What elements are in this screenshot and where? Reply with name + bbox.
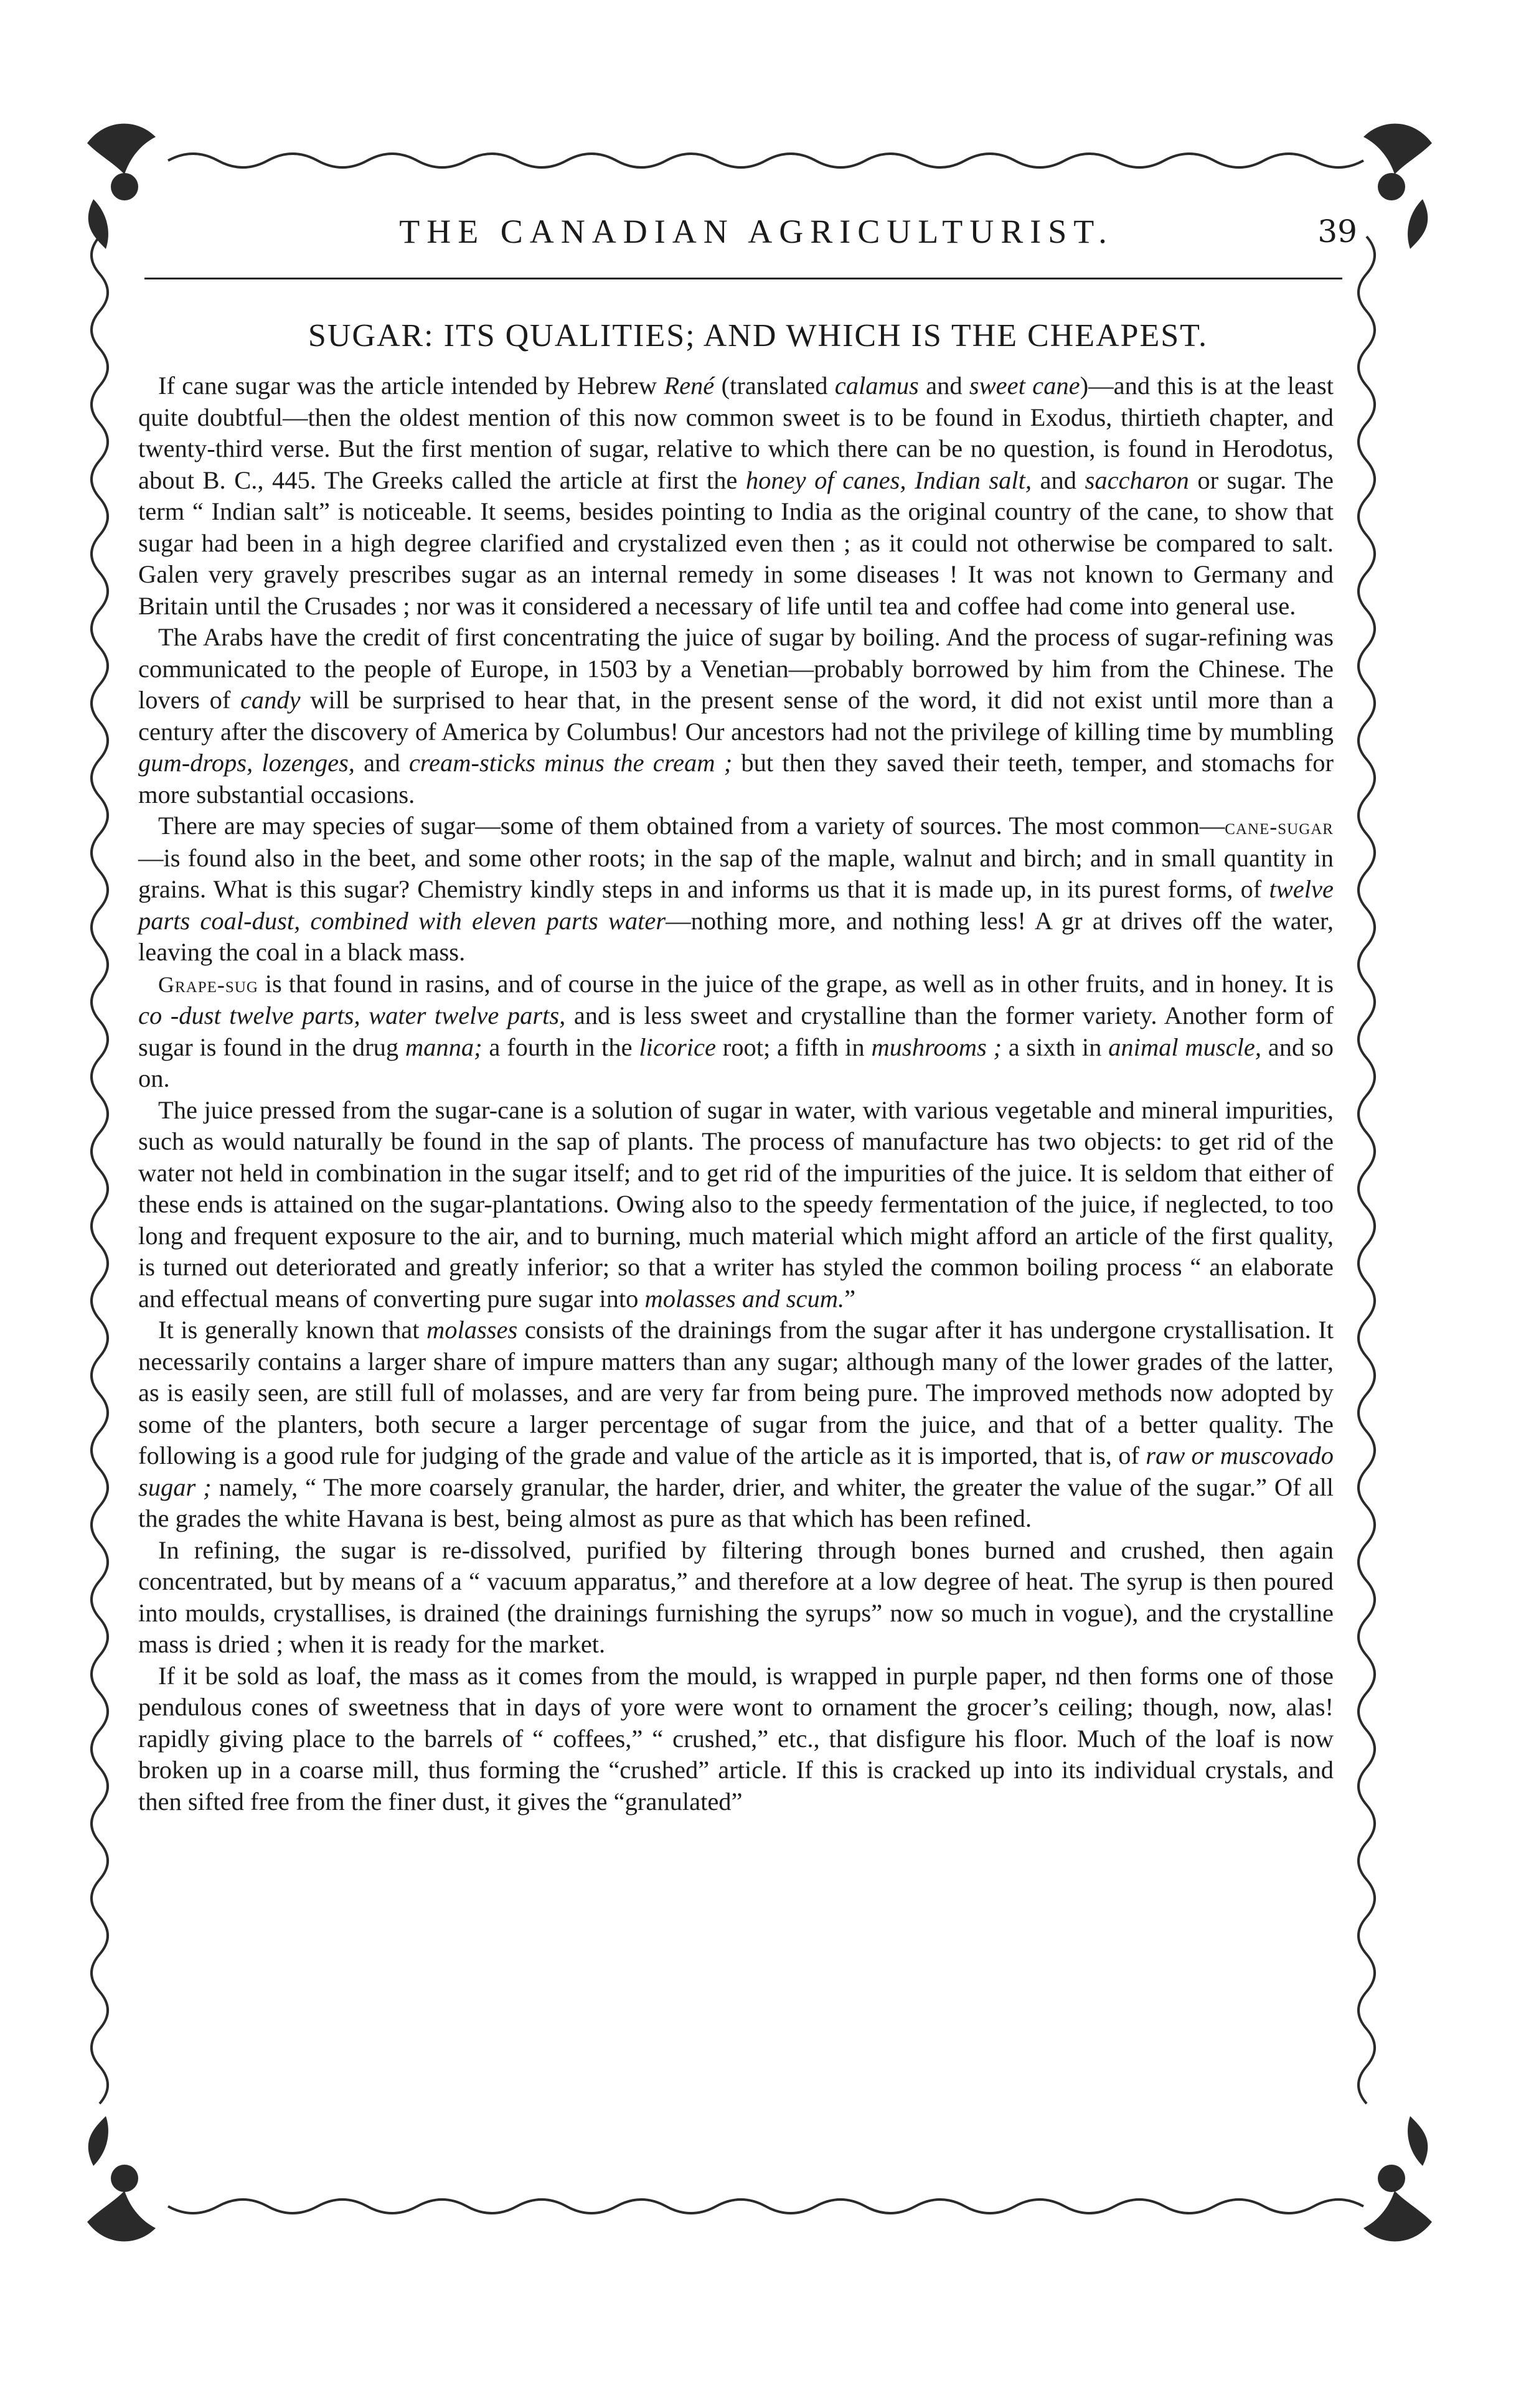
text-run: will be surprised to hear that, in the present sense of the word, it did not exist until more than a century after the discovery of America by Columbus! Our ancestors had not the privilege of killing time by mumbling <box>138 686 1334 746</box>
paragraph <box>138 810 1334 968</box>
paragraph <box>138 370 1334 622</box>
corner-flourish-bottom-left <box>87 2116 156 2241</box>
text-run: René <box>664 372 715 400</box>
text-run: and <box>1032 466 1085 494</box>
right-wavy-rule <box>1358 237 1375 2104</box>
text-run: cream-sticks minus the cream ; <box>408 749 733 777</box>
text-run: but then they saved their teeth, temper, and stomachs for more substantial occasions. <box>138 749 1334 808</box>
article-body <box>138 370 1334 1817</box>
text-run: If cane sugar was the article intended by Hebrew <box>158 372 664 400</box>
text-run: a sixth in <box>1001 1033 1109 1061</box>
text-run: honey of canes, Indian salt, <box>745 466 1032 494</box>
text-run: manna; <box>405 1033 483 1061</box>
header-rule <box>144 278 1342 279</box>
text-run: sweet cane <box>969 372 1080 400</box>
text-run: and <box>918 372 969 400</box>
text-run: a fourth in the <box>482 1033 639 1061</box>
text-run: —is found also in the beet, and some other roots; in the sap of the maple, walnut and birch; and in small quantity in grains. What is this sugar? Chemistry kindly steps in and informs us that it is made up, in its purest forms, of <box>138 843 1334 903</box>
text-run: consists of the drainings from the sugar after it has undergone crystallisation. It necessarily contains a larger share of impure matters than any sugar; although many of the lower grades of the latter, as is easily seen, are still full of molasses, and are very far from being pure. The improved methods now adopted by some of the planters, both secure a larger percentage of sugar from the juice, and that of a better quality. The following is a good rule for judging of the grade and value of the article as it is imported, that is, of <box>138 1316 1334 1469</box>
text-run: licorice <box>639 1033 717 1061</box>
running-title: THE CANADIAN AGRICULTURIST. <box>399 213 1114 250</box>
paragraph <box>138 1535 1334 1661</box>
text-run: animal muscle, <box>1108 1033 1262 1061</box>
text-run: or sugar. The term “ Indian salt” is noticeable. It seems, besides pointing to India as the original country of the cane, to show that sugar had been in a high degree clarified and crystalized even then ; as it could not otherwise be compared to salt. Galen very gravely prescribes sugar as an internal remedy in some diseases ! It was not known to Germany and Britain until the Crusades ; nor was it considered a necessary of life until tea and coffee had come into general use. <box>138 466 1334 620</box>
text-run: If it be sold as loaf, the mass as it comes from the mould, is wrapped in purple paper, nd then forms one of those pendulous cones of sweetness that in days of yore were wont to ornament the grocer’s ceiling; though, now, alas! rapidly giving place to the barrels of “ coffees,” “ crushed,” etc., that disfigure his floor. Much of the loaf is now broken up in a coarse mill, thus forming the “crushed” article. If this is cracked up into its individual crystals, and then sifted free from the finer dust, it gives the “granulated” <box>138 1661 1334 1815</box>
text-run: cane-sugar <box>1225 814 1334 839</box>
corner-flourish-top-right <box>1363 124 1432 249</box>
bottom-wavy-rule <box>168 2200 1363 2213</box>
paragraph <box>138 1661 1334 1818</box>
text-run: )—and this is at the least quite doubtful—then the oldest mention of this now common sweet is to be found in Exodus, thirtieth chapter, and twenty-third verse. But the first mention of sugar, relative to which there can be no question, is found in Herodotus, about B. C., 445. The Greeks called the article at first the <box>138 372 1334 494</box>
text-run: (translated <box>714 372 835 400</box>
paragraph <box>138 622 1334 810</box>
text-run: The juice pressed from the sugar-cane is a solution of sugar in water, with various vegetable and mineral impurities, such as would naturally be found in the sap of plants. The process of manufacture has two objects: to get rid of the water not held in combination in the sugar itself; and to get rid of the impurities of the juice. It is seldom that either of these ends is attained on the sugar-plantations. Owing also to the speedy fermentation of the juice, if neglected, to too long and frequent exposure to the air, and to burning, much material which might afford an article of the first quality, is turned out deteriorated and greatly inferior; so that a writer has styled the common boiling process “ an elaborate and effectual means of converting pure sugar into <box>138 1095 1334 1313</box>
text-run: and is less sweet and crystalline than the former variety. Another form of sugar is found in the drug <box>138 1001 1334 1061</box>
article-title: SUGAR: ITS QUALITIES; AND WHICH IS THE CHEAPEST. <box>308 318 1208 354</box>
text-run: In refining, the sugar is re-dissolved, purified by filtering through bones burned and crushed, then again concentrated, but by means of a “ vacuum apparatus,” and therefore at a low degree of heat. The syrup is then poured into moulds, crystallises, is drained (the drainings furnishing the syrups” now so much in vogue), and the crystalline mass is dried ; when it is ready for the market. <box>138 1535 1334 1658</box>
text-run: —nothing more, and nothing less! A gr at drives off the water, leaving the coal in a black mass. <box>138 906 1334 966</box>
corner-flourish-top-left <box>87 124 156 249</box>
text-run: saccharon <box>1085 466 1189 494</box>
text-run: ” <box>844 1284 856 1313</box>
text-run: co -dust twelve parts, water twelve parts, <box>138 1001 566 1029</box>
top-wavy-rule <box>168 154 1363 167</box>
text-run: raw or muscovado sugar ; <box>138 1441 1334 1501</box>
text-run: twelve parts coal-dust, combined with eleven parts water <box>138 875 1334 935</box>
text-run: is that found in rasins, and of course in the juice of the grape, as well as in other fruits, and in honey. It is <box>258 969 1334 998</box>
paragraph <box>138 1314 1334 1535</box>
text-run: molasses and scum. <box>644 1284 845 1313</box>
text-run: root; a fifth in <box>716 1033 872 1061</box>
text-run: There are may species of sugar—some of them obtained from a variety of sources. The most common— <box>158 812 1225 840</box>
text-run: The Arabs have the credit of first concentrating the juice of sugar by boiling. And the process of sugar-refining was communicated to the people of Europe, in 1503 by a Venetian—probably borrowed by him from the Chinese. The lovers of <box>138 623 1334 714</box>
text-run: gum-drops, lozenges, <box>138 749 355 777</box>
text-run: candy <box>240 686 301 714</box>
left-wavy-rule <box>92 237 108 2104</box>
page-number: 39 <box>1317 213 1357 250</box>
text-run: mushrooms ; <box>871 1033 1002 1061</box>
text-run: molasses <box>426 1316 518 1344</box>
text-run: Grape-sug <box>158 972 258 997</box>
corner-flourish-bottom-right <box>1363 2116 1432 2241</box>
text-run: It is generally known that <box>158 1316 426 1344</box>
text-run: and so on. <box>138 1033 1334 1092</box>
paragraph <box>138 968 1334 1095</box>
page-header <box>156 207 1357 256</box>
text-run: calamus <box>834 372 919 400</box>
text-run: namely, “ The more coarsely granular, the harder, drier, and whiter, the greater the value of the sugar.” Of all the grades the white Havana is best, being almost as pure as that which has been refined. <box>138 1473 1334 1532</box>
paragraph <box>138 1095 1334 1315</box>
text-run: and <box>354 749 409 777</box>
